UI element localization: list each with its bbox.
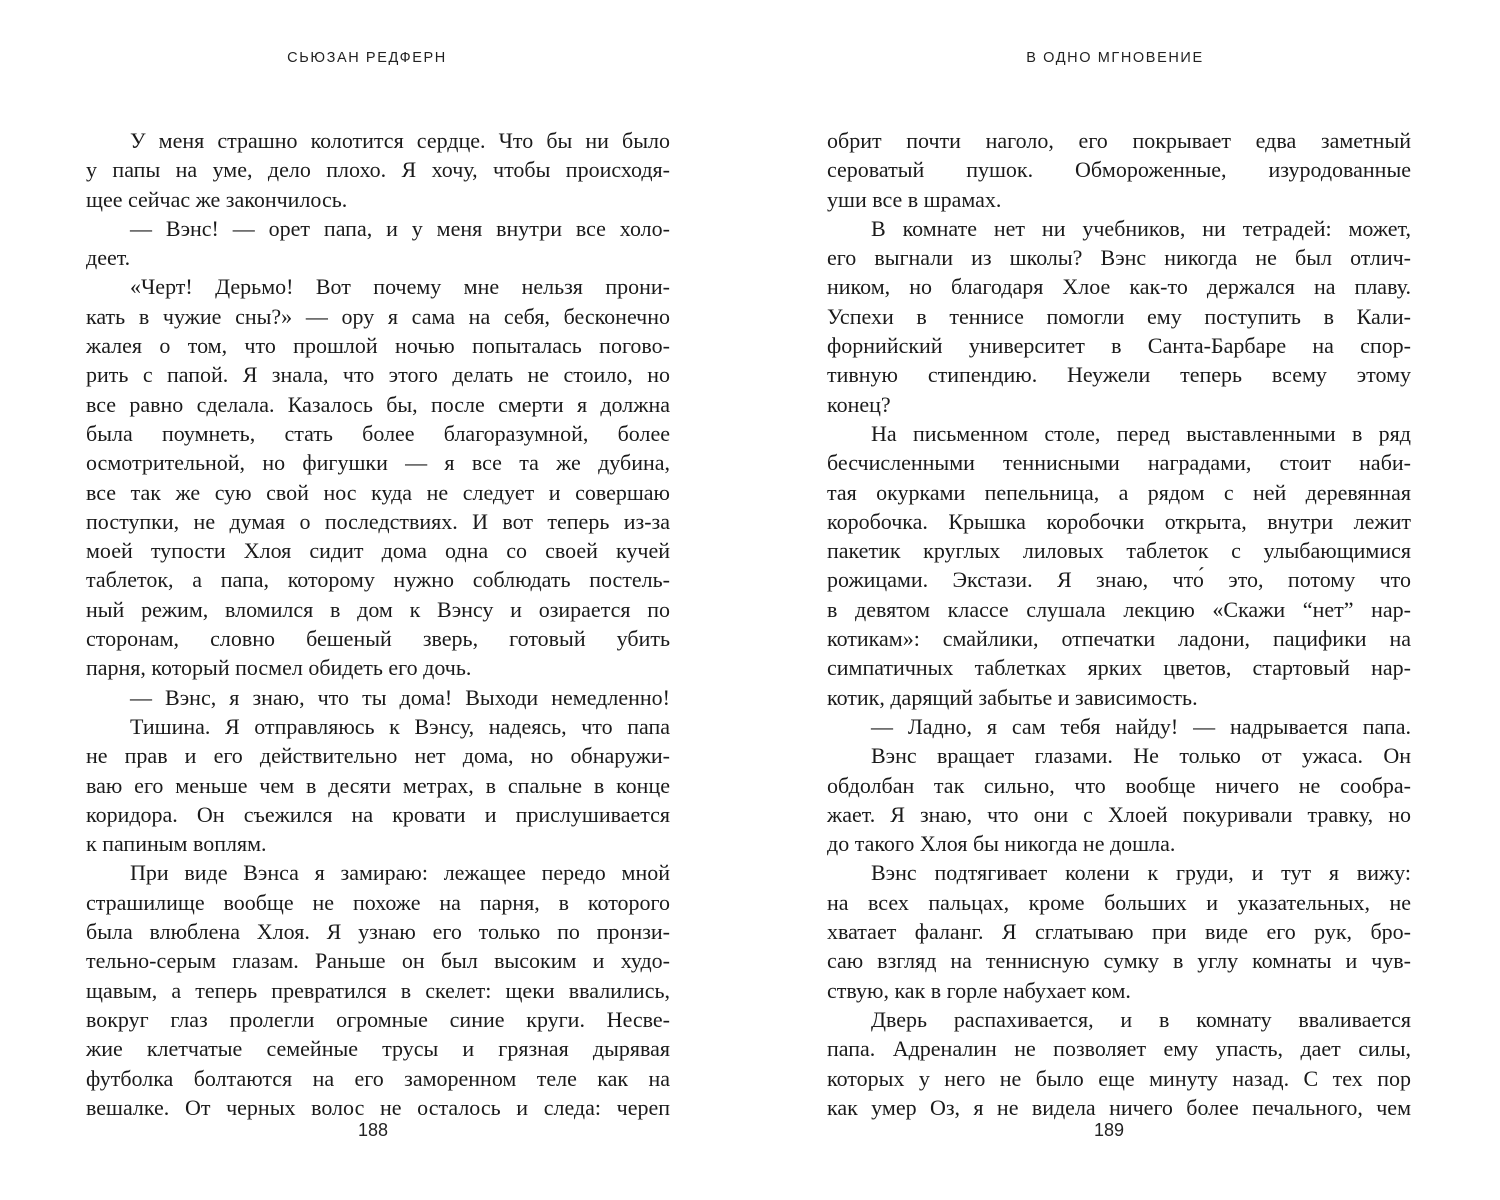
text-line: ный режим, вломился в дом к Вэнсу и озирается по — [86, 596, 670, 622]
text-line: Тишина. Я отправляюсь к Вэнсу, надеясь, что папа — [130, 713, 670, 739]
text-line: таблеток, а папа, которому нужно соблюдать постель- — [86, 567, 670, 593]
text-line: у папы на уме, дело плохо. Я хочу, чтобы происходя- — [86, 157, 670, 183]
text-line: конец? — [827, 391, 891, 417]
text-line: вешалке. От черных волос не осталось и следа: череп — [86, 1094, 670, 1120]
text-line: страшилище вообще не похоже на парня, в которого — [86, 889, 670, 915]
page-number: 189 — [1093, 1120, 1125, 1140]
text-line: его выгнали из школы? Вэнс никогда не был отлич- — [827, 245, 1411, 271]
text-line: форнийский университет в Санта-Барбаре на спор- — [827, 333, 1411, 359]
right-page — [750, 0, 1500, 1200]
text-line: папа. Адреналин не позволяет ему упасть, дает силы, — [827, 1036, 1411, 1062]
text-line: была поумнеть, стать более благоразумной, более — [86, 420, 670, 446]
text-line: Успехи в теннисе помогли ему поступить в Кали- — [827, 303, 1411, 329]
left-page-body — [86, 126, 670, 1122]
text-line: на всех пальцах, кроме больших и указательных, не — [827, 889, 1411, 915]
text-line: щее сейчас же закончилось. — [86, 186, 348, 212]
text-line: — Вэнс! — орет папа, и у меня внутри все холо- — [130, 215, 670, 241]
text-line: все равно сделала. Казалось бы, после смерти я должна — [86, 391, 670, 417]
text-line: В комнате нет ни учебников, ни тетрадей: может, — [871, 215, 1411, 241]
text-line: котикам»: смайлики, отпечатки ладони, пацифики на — [827, 626, 1411, 652]
text-line: пакетик круглых лиловых таблеток с улыбающимися — [827, 538, 1411, 564]
text-line: коробочка. Крышка коробочки открыта, внутри лежит — [827, 508, 1411, 534]
author-running-head: СЬЮЗАН РЕДФЕРН — [287, 50, 447, 66]
text-line: Вэнс подтягивает колени к груди, и тут я вижу: — [871, 860, 1411, 886]
text-line: вокруг глаз пролегли огромные синие круги. Несве- — [86, 1006, 670, 1032]
text-line: сероватый пушок. Обмороженные, изуродованные — [827, 157, 1411, 183]
text-line: уши все в шрамах. — [827, 186, 1002, 212]
text-line: сторонам, словно бешеный зверь, готовый убить — [86, 626, 670, 652]
text-line: деет. — [86, 245, 131, 271]
text-line: не прав и его действительно нет дома, но обнаружи- — [86, 743, 670, 769]
text-line: которых у него не было еще минуту назад. С тех пор — [827, 1065, 1411, 1091]
text-line: — Ладно, я сам тебя найду! — надрывается папа. — [871, 713, 1411, 739]
text-line: щавым, а теперь превратился в скелет: щеки ввалились, — [86, 977, 670, 1003]
text-line: тельно-серым глазам. Раньше он был высоким и худо- — [86, 948, 670, 974]
text-line: При виде Вэнса я замираю: лежащее передо мной — [130, 860, 670, 886]
text-line: ваю его меньше чем в десяти метрах, в спальне в конце — [86, 772, 670, 798]
text-line: к папиным воплям. — [86, 831, 267, 857]
text-line: — Вэнс, я знаю, что ты дома! Выходи немедленно! — [130, 684, 670, 710]
text-line: обрит почти наголо, его покрывает едва заметный — [827, 128, 1411, 153]
text-line: парня, который посмел обидеть его дочь. — [86, 655, 472, 681]
text-line: коридора. Он съежился на кровати и прислушивается — [86, 801, 670, 827]
text-line: жалея о том, что прошлой ночью попыталась погово- — [86, 333, 670, 359]
text-line: котик, дарящий забытье и зависимость. — [827, 684, 1198, 710]
title-running-head: В ОДНО МГНОВЕНИЕ — [1026, 50, 1204, 66]
text-line: симпатичных таблетках ярких цветов, стартовый нар- — [827, 655, 1411, 681]
text-line: все так же сую свой нос куда не следует и совершаю — [86, 479, 670, 505]
text-line: футболка болтаются на его заморенном теле как на — [86, 1065, 670, 1091]
text-line: На письменном столе, перед выставленными в ряд — [871, 420, 1411, 446]
text-line: тивную стипендию. Неужели теперь всему этому — [827, 362, 1411, 388]
text-line: обдолбан так сильно, что вообще ничего не сообра- — [827, 772, 1411, 798]
text-line: рожицами. Экстази. Я знаю, что́ это, потому что — [827, 567, 1411, 593]
text-line: Вэнс вращает глазами. Не только от ужаса. Он — [871, 743, 1411, 769]
text-line: бесчисленными теннисными наградами, стоит наби- — [827, 450, 1411, 476]
text-line: жие клетчатые семейные трусы и грязная дырявая — [86, 1036, 670, 1062]
text-line: хватает фаланг. Я сглатываю при виде его рук, бро- — [827, 919, 1411, 945]
text-line: поступки, не думая о последствиях. И вот теперь из-за — [86, 508, 670, 534]
right-page-body — [827, 126, 1411, 1122]
text-line: как умер Оз, я не видела ничего более печального, чем — [827, 1094, 1411, 1120]
text-line: рить с папой. Я знала, что этого делать не стоило, но — [86, 362, 670, 388]
text-line: кать в чужие сны?» — ору я сама на себя, бесконечно — [86, 303, 670, 329]
text-line: осмотрительной, но фигушки — я все та же дубина, — [86, 450, 670, 476]
text-line: ствую, как в горле набухает ком. — [827, 977, 1131, 1003]
text-line: моей тупости Хлоя сидит дома одна со своей кучей — [86, 538, 670, 564]
text-line: ником, но благодаря Хлое как-то держался на плаву. — [827, 274, 1411, 300]
page-number: 188 — [357, 1120, 389, 1140]
text-line: тая окурками пепельница, а рядом с ней деревянная — [827, 479, 1411, 505]
text-line: была влюблена Хлоя. Я узнаю его только по пронзи- — [86, 919, 670, 945]
text-line: У меня страшно колотится сердце. Что бы ни было — [130, 128, 670, 153]
text-line: «Черт! Дерьмо! Вот почему мне нельзя прони- — [130, 274, 670, 300]
text-line: жает. Я знаю, что они с Хлоей покуривали травку, но — [827, 801, 1411, 827]
text-line: Дверь распахивается, и в комнату вваливается — [871, 1006, 1411, 1032]
text-line: до такого Хлоя бы никогда не дошла. — [827, 831, 1176, 857]
text-line: саю взгляд на теннисную сумку в углу комнаты и чув- — [827, 948, 1411, 974]
text-line: в девятом классе слушала лекцию «Скажи “нет” нар- — [827, 596, 1411, 622]
